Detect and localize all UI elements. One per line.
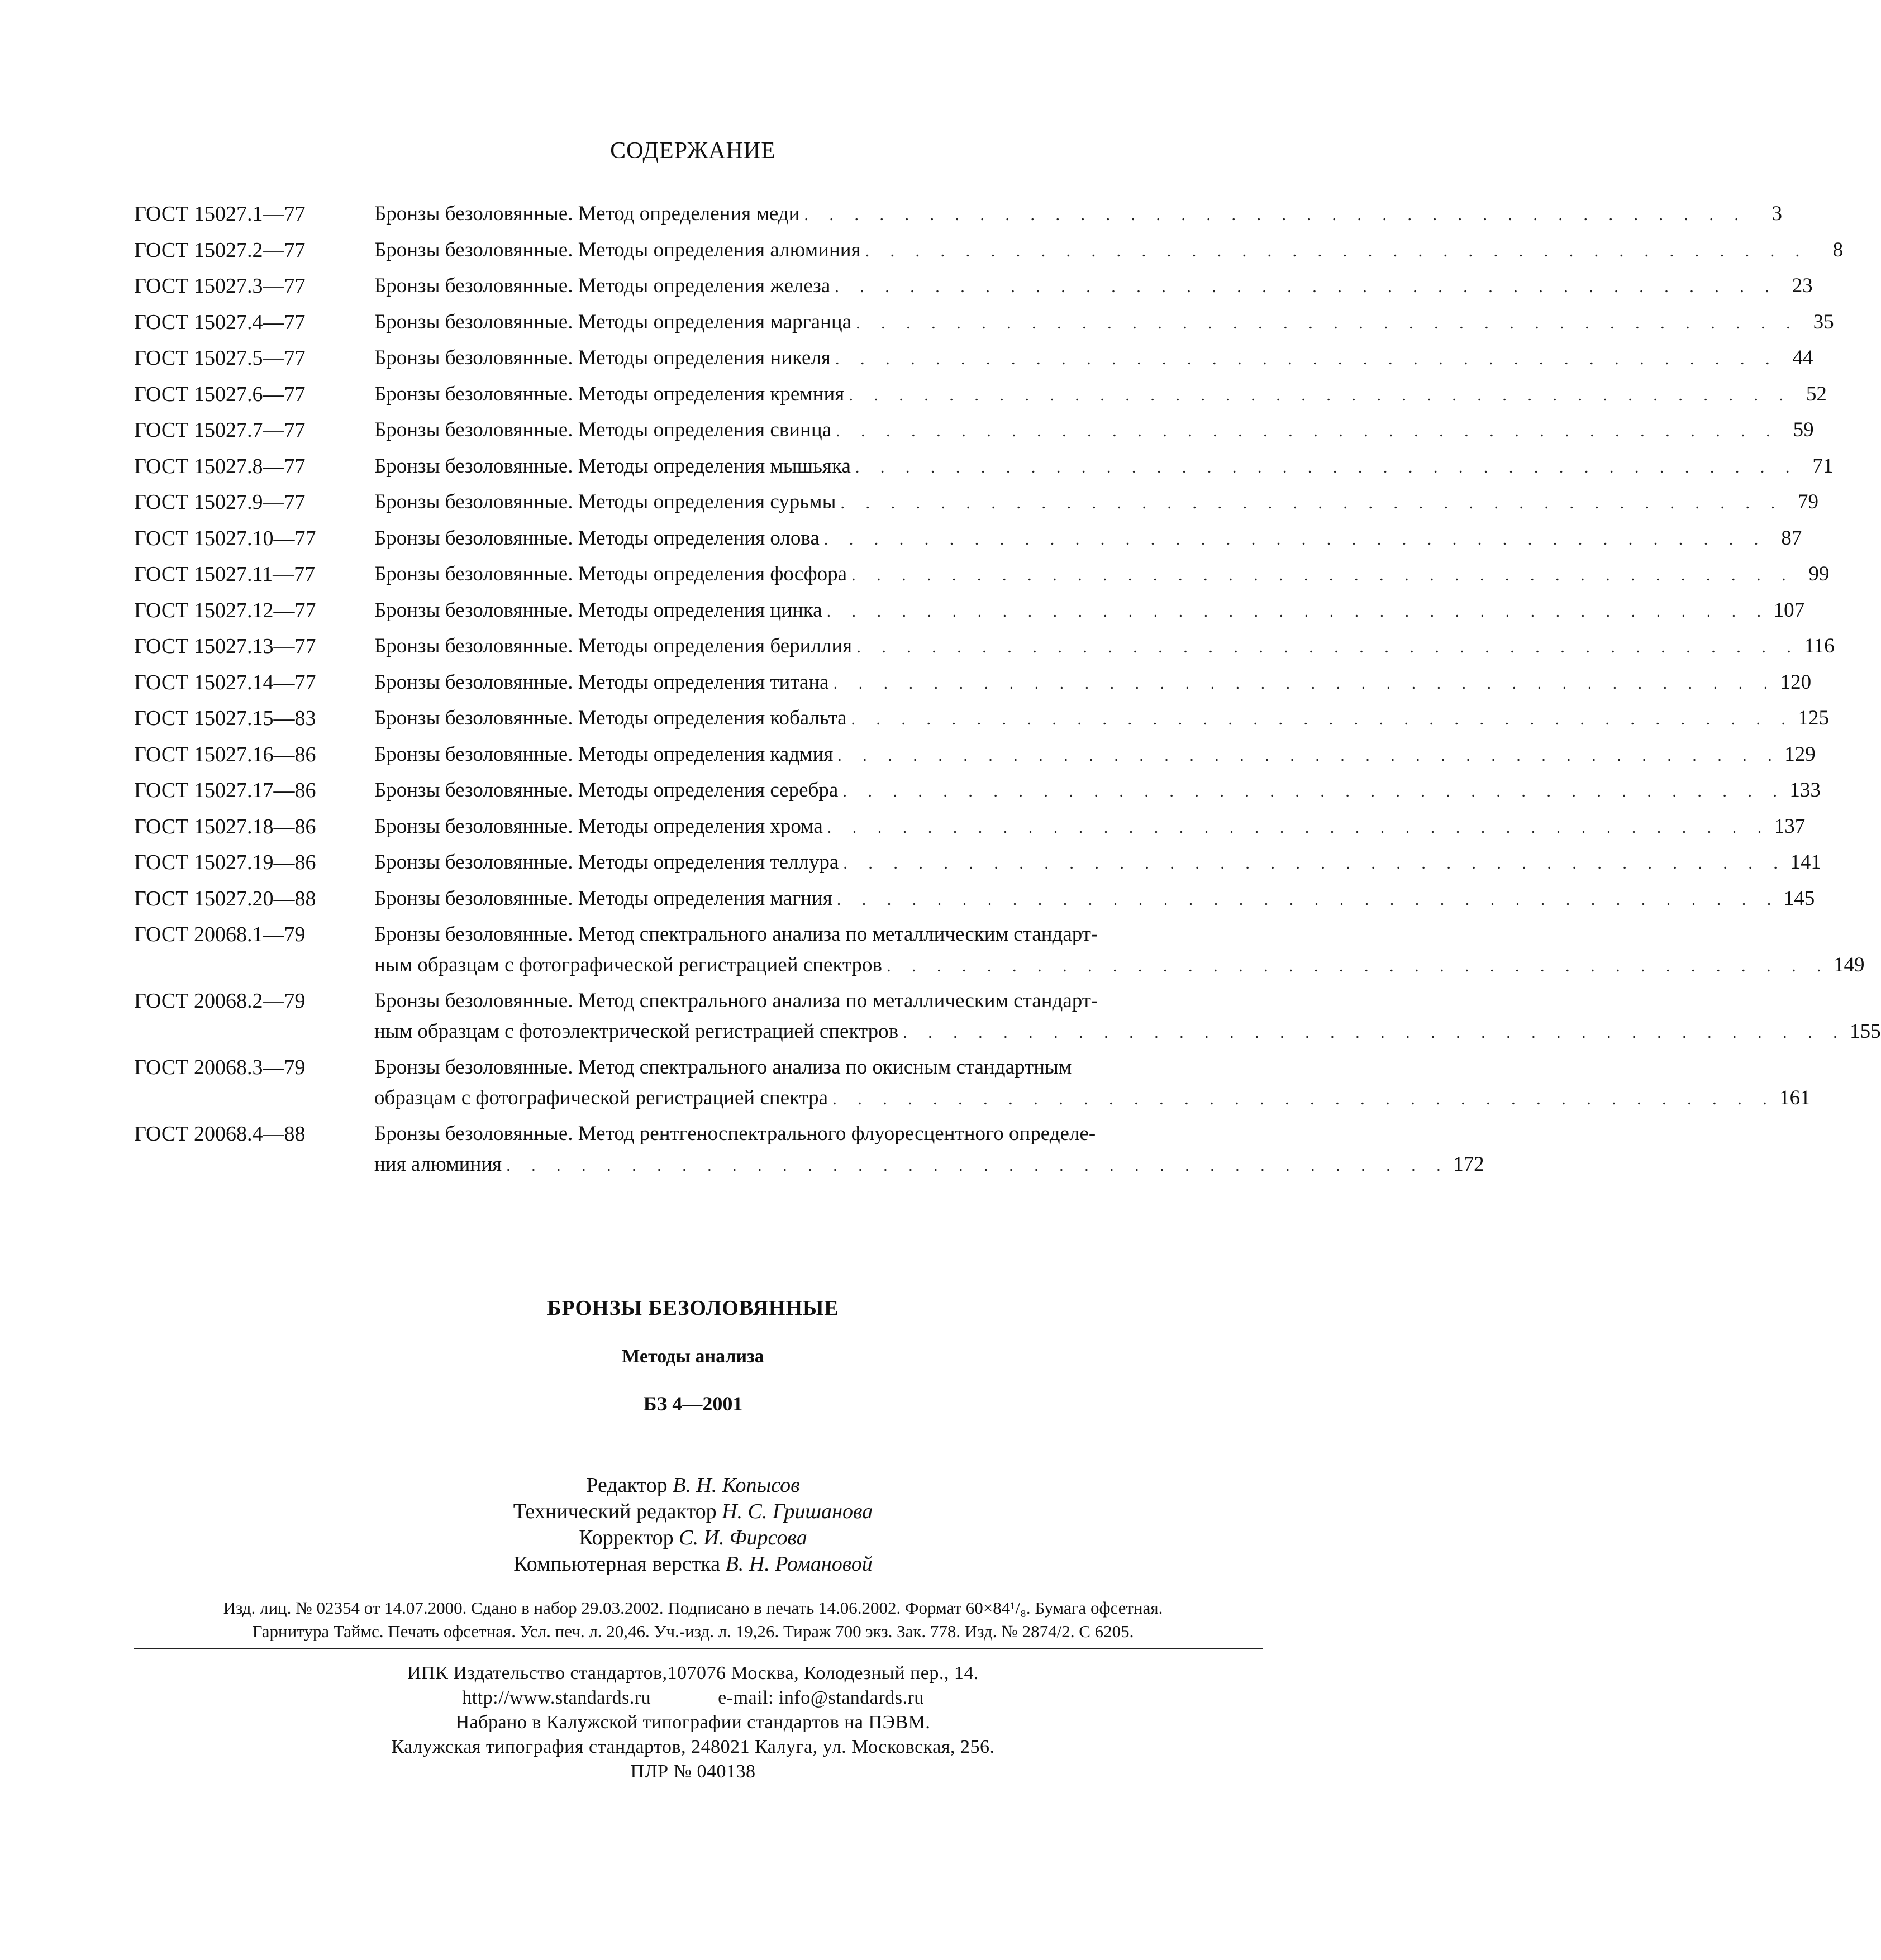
toc-title-line xyxy=(374,667,1811,698)
toc-page-number: 59 xyxy=(1793,418,1814,441)
toc-title-line xyxy=(374,1150,1484,1180)
toc-title-text: Бронзы безоловянные. Методы определения серебра xyxy=(374,779,839,802)
toc-title-line xyxy=(374,986,1881,1017)
toc-title-line xyxy=(374,487,1818,518)
toc-page-number: 125 xyxy=(1798,707,1830,729)
divider xyxy=(134,1648,1263,1649)
toc-dot-leader xyxy=(837,885,1772,915)
credit-name: Н. С. Гришанова xyxy=(722,1500,873,1523)
toc-standard-code: ГОСТ 15027.12—77 xyxy=(134,598,316,622)
toc-title-text: Бронзы безоловянные. Метод спектрального анализа по металлическим стандарт- xyxy=(374,989,1098,1012)
toc-title: СОДЕРЖАНИЕ xyxy=(610,138,776,164)
toc-entry xyxy=(134,703,1830,734)
toc-dot-leader xyxy=(842,776,1777,807)
imprint-line: Гарнитура Таймс. Печать офсетная. Усл. печ. л. 20,46. Уч.-изд. л. 19,26. Тираж 700 экз. Зак. 778. Изд. № 2874/2. С 6205. xyxy=(252,1622,1134,1641)
toc-title-line xyxy=(374,884,1815,914)
toc-standard-code: ГОСТ 15027.5—77 xyxy=(134,346,306,370)
toc-entry xyxy=(134,559,1830,590)
toc-dot-leader xyxy=(836,416,1770,447)
toc-entry-body xyxy=(374,884,1815,914)
toc-title-text: Бронзы безоловянные. Методы определения алюминия xyxy=(374,238,861,261)
toc-standard-code: ГОСТ 15027.9—77 xyxy=(134,490,306,514)
toc-dot-leader xyxy=(804,200,1739,231)
toc-standard-code: ГОСТ 20068.4—88 xyxy=(134,1122,306,1146)
toc-title-line xyxy=(374,775,1821,806)
toc-entry-body xyxy=(374,775,1821,806)
toc-entry-body xyxy=(374,740,1816,770)
toc-entry xyxy=(134,847,1821,878)
toc-dot-leader xyxy=(856,308,1790,339)
toc-entry xyxy=(134,631,1835,662)
toc-standard-code: ГОСТ 15027.20—88 xyxy=(134,886,316,910)
toc-title-line xyxy=(374,1052,1811,1083)
toc-entry-body xyxy=(374,986,1881,1047)
toc-standard-code: ГОСТ 15027.19—86 xyxy=(134,851,316,874)
toc-title-text: Бронзы безоловянные. Метод спектрального анализа по окисным стандартным xyxy=(374,1056,1072,1079)
toc-entry xyxy=(134,667,1812,698)
credit-name: С. И. Фирсова xyxy=(679,1526,807,1549)
toc-standard-code: ГОСТ 15027.10—77 xyxy=(134,526,316,550)
toc-dot-leader xyxy=(832,1084,1767,1115)
toc-standard-code: ГОСТ 15027.16—86 xyxy=(134,742,316,766)
toc-entry-body xyxy=(374,487,1818,518)
toc-title-text: Бронзы безоловянные. Методы определения железа xyxy=(374,274,831,297)
book-code: БЗ 4—2001 xyxy=(643,1392,743,1415)
toc-standard-code: ГОСТ 15027.4—77 xyxy=(134,310,306,334)
toc-title-text: Бронзы безоловянные. Методы определения кремния xyxy=(374,382,845,406)
toc-dot-leader xyxy=(824,524,1759,555)
toc-page-number: 145 xyxy=(1783,886,1815,910)
toc-standard-code: ГОСТ 15027.14—77 xyxy=(134,670,316,694)
toc-entry xyxy=(134,775,1821,806)
toc-title-text: Бронзы безоловянные. Методы определения цинка xyxy=(374,598,822,622)
toc-title-line xyxy=(374,415,1814,446)
toc-dot-leader xyxy=(506,1151,1441,1181)
toc-title-text: Бронзы безоловянные. Методы определения мышьяка xyxy=(374,454,851,478)
toc-title-text: Бронзы безоловянные. Методы определения теллура xyxy=(374,851,839,874)
publisher-line: Калужская типография стандартов, 248021 Калуга, ул. Московская, 256. xyxy=(391,1737,995,1757)
toc-title-line xyxy=(374,343,1813,374)
toc-entry xyxy=(134,884,1815,914)
toc-standard-code: ГОСТ 15027.6—77 xyxy=(134,382,306,406)
credit-name: В. Н. Копысов xyxy=(673,1473,800,1497)
toc-entry-body xyxy=(374,523,1802,554)
publisher-line: ИПК Издательство стандартов,107076 Москва, Колодезный пер., 14. xyxy=(407,1663,979,1684)
toc-entry xyxy=(134,343,1813,374)
toc-title-text: ным образцам с фотоэлектрической регистрацией спектров xyxy=(374,1019,899,1043)
toc-entry xyxy=(134,415,1814,446)
table-of-contents xyxy=(134,199,1881,1185)
toc-title-text: Бронзы безоловянные. Методы определения хрома xyxy=(374,814,823,838)
toc-dot-leader xyxy=(840,488,1775,519)
toc-entry-body xyxy=(374,919,1864,980)
publisher-url[interactable]: http://www.standards.ru xyxy=(462,1687,651,1708)
toc-dot-leader xyxy=(835,344,1770,375)
toc-entry xyxy=(134,523,1802,554)
credit-role: Редактор xyxy=(586,1473,668,1497)
toc-page-number: 99 xyxy=(1808,562,1830,585)
toc-page-number: 35 xyxy=(1813,310,1834,333)
toc-page-number: 71 xyxy=(1812,454,1834,478)
toc-standard-code: ГОСТ 20068.3—79 xyxy=(134,1056,306,1079)
toc-page-number: 141 xyxy=(1790,851,1821,874)
toc-entry-body xyxy=(374,235,1843,266)
credit-tech-editor xyxy=(0,1499,1386,1525)
toc-entry xyxy=(134,919,1865,980)
toc-entry-body xyxy=(374,1052,1811,1113)
toc-entry xyxy=(134,740,1816,770)
toc-standard-code: ГОСТ 15027.17—86 xyxy=(134,779,316,802)
toc-page-number: 149 xyxy=(1833,953,1865,976)
book-subtitle: Методы анализа xyxy=(622,1346,764,1367)
toc-entry xyxy=(134,1119,1484,1180)
toc-page-number: 155 xyxy=(1850,1019,1881,1043)
toc-dot-leader xyxy=(849,380,1783,411)
toc-entry-body xyxy=(374,379,1827,410)
toc-entry-body xyxy=(374,812,1805,842)
publisher-line: Набрано в Калужской типографии стандартов на ПЭВМ. xyxy=(455,1712,931,1733)
toc-entry xyxy=(134,986,1881,1047)
toc-title-line xyxy=(374,740,1816,770)
toc-dot-leader xyxy=(834,669,1768,699)
toc-page-number: 87 xyxy=(1781,526,1802,550)
toc-page-number: 107 xyxy=(1773,598,1805,622)
toc-dot-leader xyxy=(887,951,1821,982)
credit-role: Компьютерная верстка xyxy=(513,1552,721,1576)
toc-entry-body xyxy=(374,343,1813,374)
toc-dot-leader xyxy=(837,741,1772,771)
toc-entry-body xyxy=(374,271,1813,302)
toc-dot-leader xyxy=(827,813,1762,843)
toc-title-line xyxy=(374,703,1829,734)
toc-standard-code: ГОСТ 20068.2—79 xyxy=(134,989,306,1013)
toc-title-text: Бронзы безоловянные. Методы определения никеля xyxy=(374,346,831,369)
toc-entry-body xyxy=(374,415,1814,446)
toc-title-line xyxy=(374,950,1864,981)
toc-standard-code: ГОСТ 15027.13—77 xyxy=(134,635,316,658)
book-title: БРОНЗЫ БЕЗОЛОВЯННЫЕ xyxy=(547,1296,839,1320)
credit-role: Технический редактор xyxy=(513,1500,717,1523)
credits xyxy=(0,1472,1386,1577)
toc-entry xyxy=(134,595,1805,626)
toc-standard-code: ГОСТ 15027.2—77 xyxy=(134,238,306,262)
toc-title-line xyxy=(374,199,1782,230)
toc-title-line xyxy=(374,1083,1811,1114)
toc-title-text: Бронзы безоловянные. Методы определения фосфора xyxy=(374,562,847,585)
publisher-email[interactable]: e-mail: info@standards.ru xyxy=(718,1687,924,1708)
toc-dot-leader xyxy=(903,1018,1837,1048)
toc-page-number: 79 xyxy=(1797,490,1818,513)
credit-role: Корректор xyxy=(579,1526,674,1549)
toc-title-text: Бронзы безоловянные. Метод рентгеноспектрального флуоресцентного определе- xyxy=(374,1122,1096,1145)
toc-entry xyxy=(134,812,1806,842)
toc-dot-leader xyxy=(856,632,1791,663)
toc-entry xyxy=(134,379,1827,410)
imprint xyxy=(0,1596,1386,1643)
toc-entry xyxy=(134,1052,1811,1113)
credit-proofreader xyxy=(0,1525,1386,1551)
toc-dot-leader xyxy=(827,597,1761,627)
toc-entry-body xyxy=(374,847,1821,878)
toc-standard-code: ГОСТ 15027.11—77 xyxy=(134,562,316,586)
toc-entry xyxy=(134,199,1782,230)
credit-editor xyxy=(0,1472,1386,1499)
toc-title-text: ным образцам с фотографической регистрацией спектров xyxy=(374,953,882,976)
toc-title-text: ния алюминия xyxy=(374,1152,502,1176)
toc-entry-body xyxy=(374,631,1835,662)
toc-entry xyxy=(134,271,1813,302)
toc-entry xyxy=(134,451,1834,482)
toc-title-text: Бронзы безоловянные. Метод определения меди xyxy=(374,202,800,225)
publisher-info xyxy=(0,1661,1386,1784)
toc-title-line xyxy=(374,523,1802,554)
credit-layout xyxy=(0,1551,1386,1577)
toc-page-number: 133 xyxy=(1789,779,1821,802)
toc-title-line xyxy=(374,451,1833,482)
toc-dot-leader xyxy=(843,848,1778,879)
toc-title-line xyxy=(374,559,1830,590)
toc-entry-body xyxy=(374,595,1804,626)
toc-title-text: Бронзы безоловянные. Метод спектрального анализа по металлическим стандарт- xyxy=(374,923,1098,946)
credit-name: В. Н. Романовой xyxy=(725,1552,873,1576)
toc-page-number: 129 xyxy=(1784,742,1816,766)
toc-title-text: Бронзы безоловянные. Методы определения кадмия xyxy=(374,742,834,766)
toc-entry-body xyxy=(374,199,1782,230)
toc-entry-body xyxy=(374,451,1833,482)
toc-title-line xyxy=(374,379,1827,410)
toc-title-line xyxy=(374,847,1821,878)
toc-title-text: Бронзы безоловянные. Методы определения олова xyxy=(374,526,820,550)
toc-standard-code: ГОСТ 15027.18—86 xyxy=(134,814,316,838)
toc-entry-body xyxy=(374,667,1811,698)
toc-title-line xyxy=(374,631,1835,662)
toc-standard-code: ГОСТ 20068.1—79 xyxy=(134,923,306,946)
toc-page-number: 161 xyxy=(1779,1086,1811,1109)
toc-dot-leader xyxy=(865,236,1800,267)
toc-page-number: 116 xyxy=(1804,635,1835,657)
toc-standard-code: ГОСТ 15027.3—77 xyxy=(134,274,306,298)
toc-page-number: 137 xyxy=(1774,814,1806,838)
toc-title-line xyxy=(374,1119,1484,1150)
publisher-line: ПЛР № 040138 xyxy=(630,1761,756,1782)
toc-entry xyxy=(134,235,1844,266)
toc-page-number: 3 xyxy=(1772,202,1782,225)
toc-standard-code: ГОСТ 15027.8—77 xyxy=(134,454,306,478)
toc-title-text: образцам с фотографической регистрацией спектра xyxy=(374,1086,828,1109)
imprint-line: Изд. лиц. № 02354 от 14.07.2000. Сдано в набор 29.03.2002. Подписано в печать 14.06.2002. Формат 60×84¹/₈. Бумага офсетная. xyxy=(223,1598,1163,1618)
toc-entry-body xyxy=(374,1119,1484,1180)
toc-title-line xyxy=(374,235,1843,266)
toc-dot-leader xyxy=(851,704,1786,735)
toc-entry-body xyxy=(374,307,1834,338)
toc-dot-leader xyxy=(851,560,1786,591)
toc-standard-code: ГОСТ 15027.1—77 xyxy=(134,202,306,226)
toc-title-text: Бронзы безоловянные. Методы определения марганца xyxy=(374,310,852,333)
toc-title-line xyxy=(374,307,1834,338)
toc-standard-code: ГОСТ 15027.7—77 xyxy=(134,418,306,442)
toc-entry xyxy=(134,307,1834,338)
toc-page-number: 8 xyxy=(1832,238,1844,261)
toc-title-line xyxy=(374,271,1813,302)
toc-page-number: 44 xyxy=(1792,346,1813,369)
toc-title-text: Бронзы безоловянные. Методы определения бериллия xyxy=(374,635,853,657)
toc-dot-leader xyxy=(835,272,1769,303)
toc-title-line xyxy=(374,1017,1881,1047)
toc-title-text: Бронзы безоловянные. Методы определения титана xyxy=(374,670,829,694)
toc-standard-code: ГОСТ 15027.15—83 xyxy=(134,707,316,730)
toc-page-number: 23 xyxy=(1792,274,1813,297)
toc-entry-body xyxy=(374,559,1830,590)
toc-title-line xyxy=(374,812,1805,842)
toc-title-line xyxy=(374,919,1864,950)
toc-entry xyxy=(134,487,1818,518)
toc-title-text: Бронзы безоловянные. Методы определения сурьмы xyxy=(374,490,836,513)
toc-title-text: Бронзы безоловянные. Методы определения свинца xyxy=(374,418,832,441)
toc-entry-body xyxy=(374,703,1829,734)
toc-page-number: 52 xyxy=(1806,382,1827,406)
toc-title-line xyxy=(374,595,1804,626)
toc-title-text: Бронзы безоловянные. Методы определения кобальта xyxy=(374,707,847,729)
toc-dot-leader xyxy=(855,452,1790,483)
toc-page-number: 120 xyxy=(1780,670,1812,694)
publisher-contacts xyxy=(462,1686,924,1710)
toc-page-number: 172 xyxy=(1453,1152,1484,1176)
toc-title-text: Бронзы безоловянные. Методы определения магния xyxy=(374,886,832,910)
